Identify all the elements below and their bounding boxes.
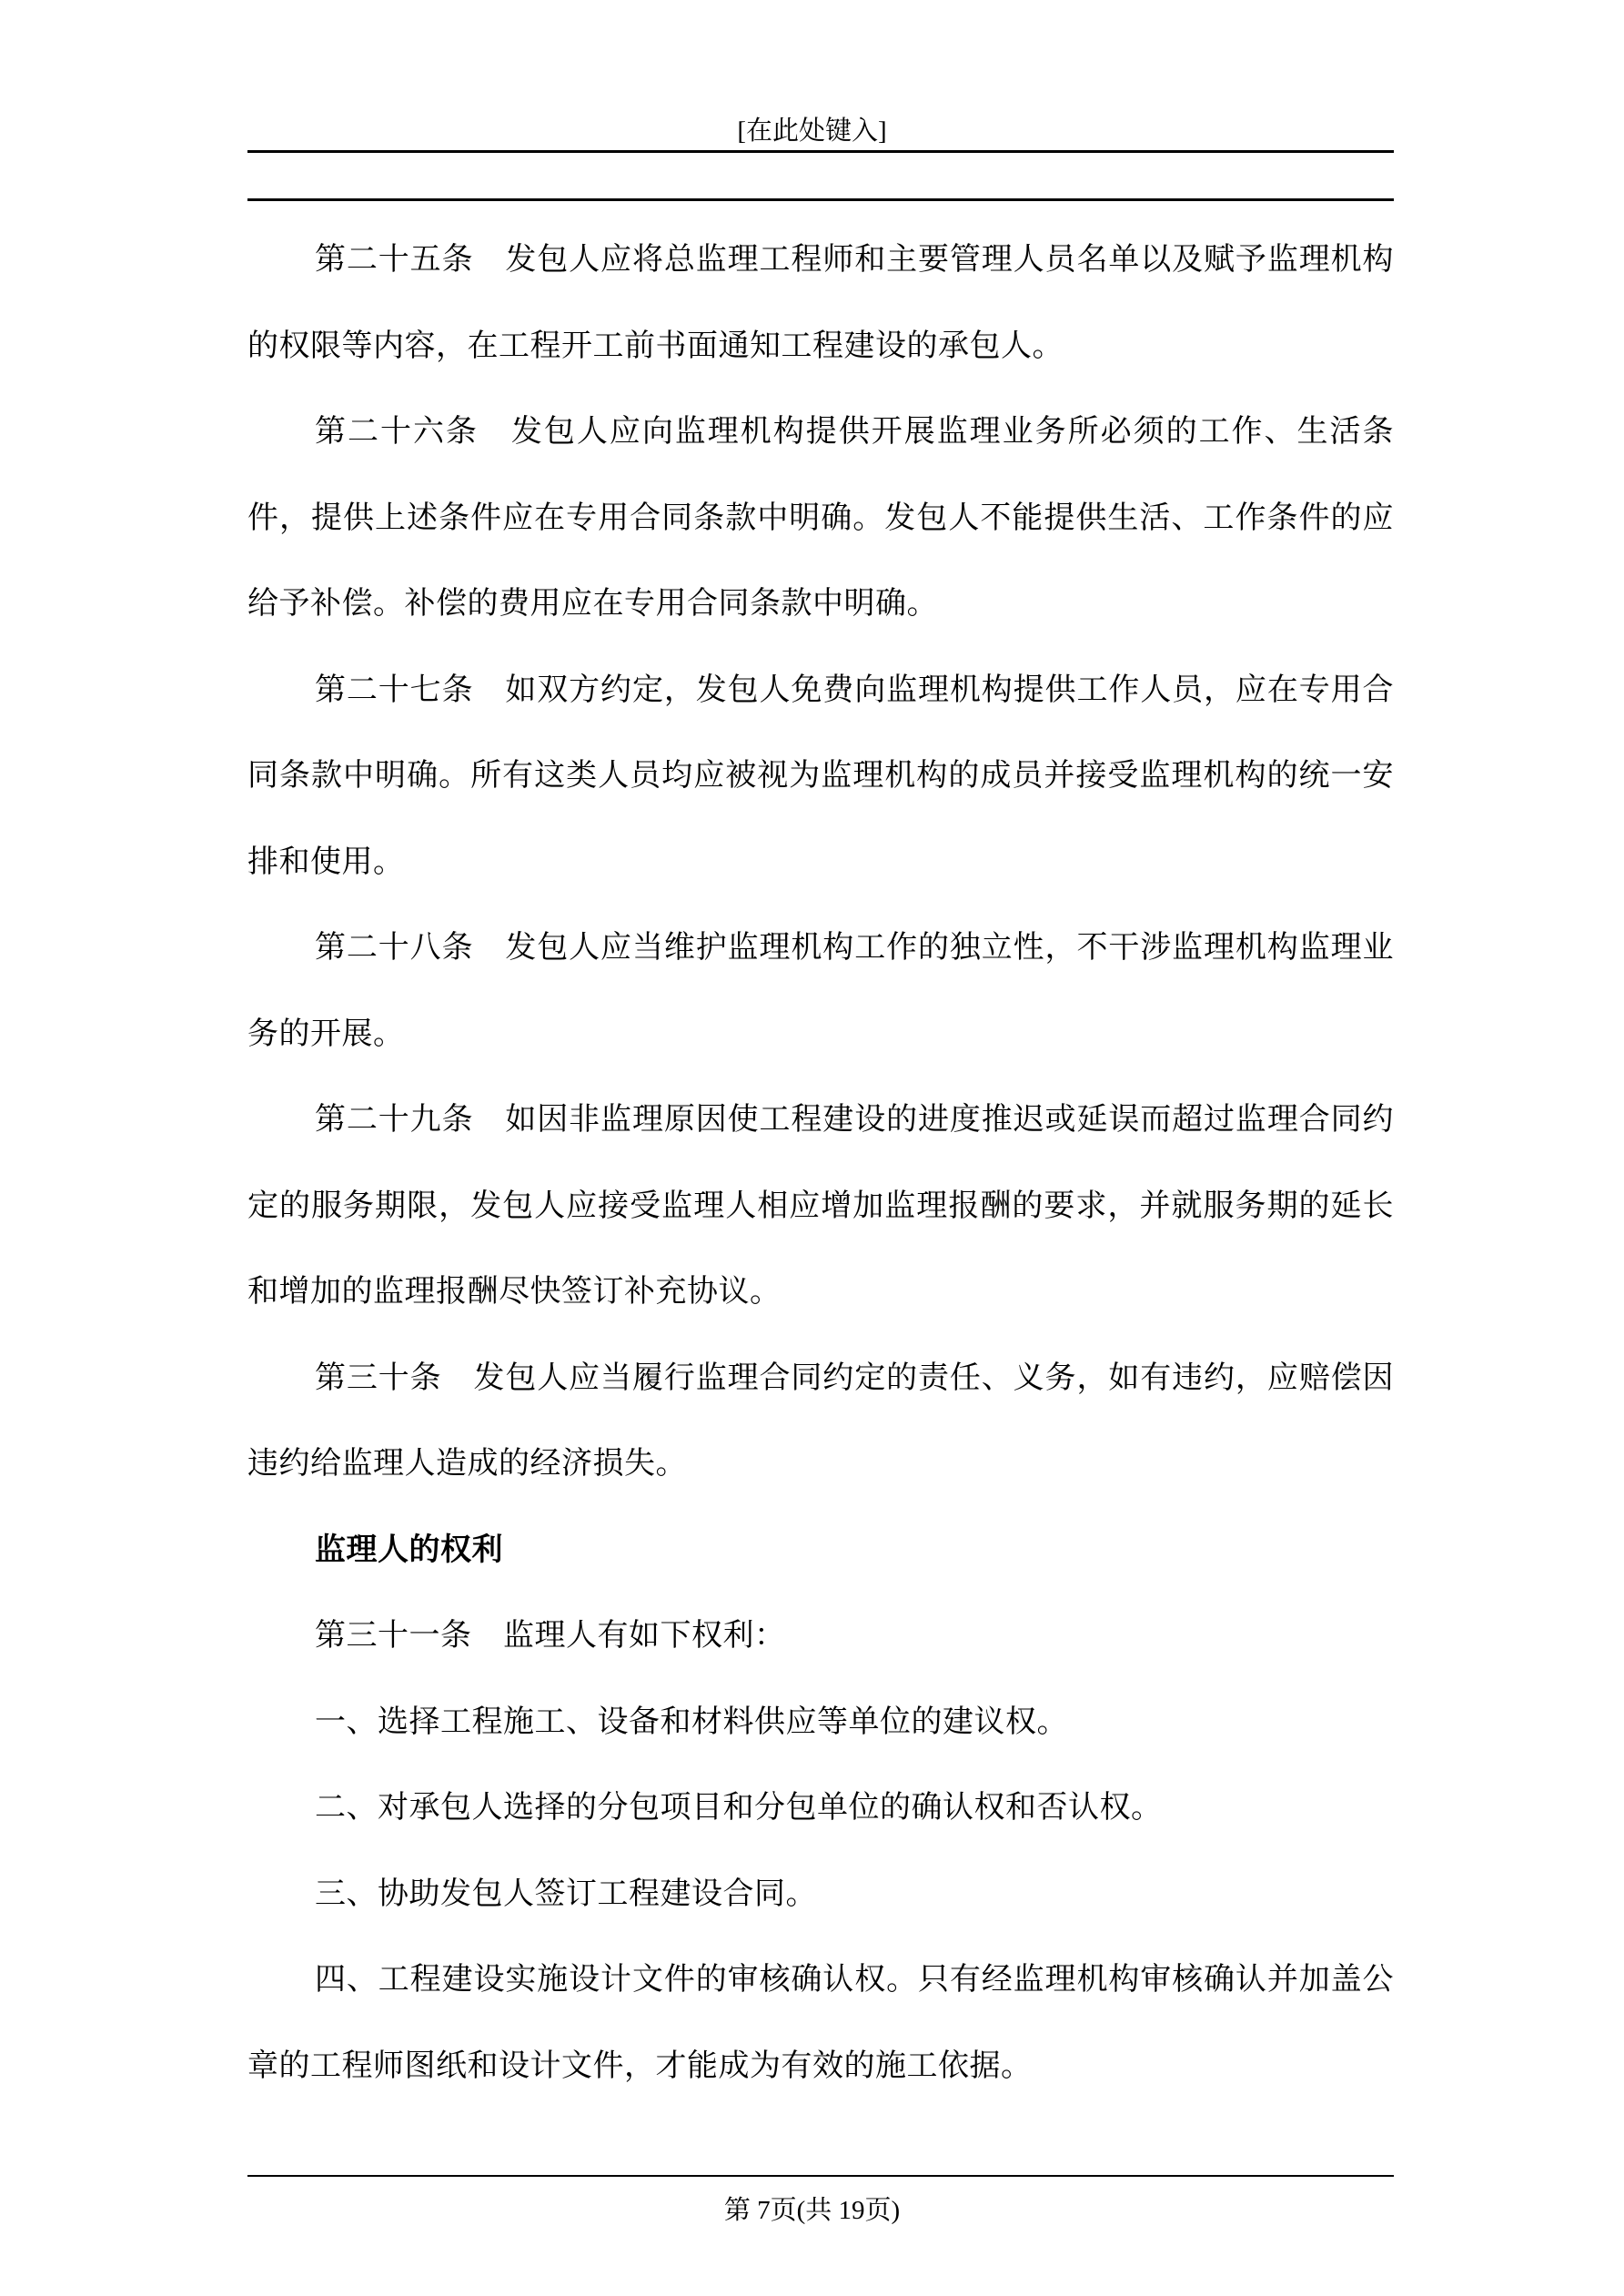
- article-27: 第二十七条 如双方约定，发包人免费向监理机构提供工作人员，应在专用合同条款中明确。所有这类人员均应被视为监理机构的成员并接受监理机构的统一安排和使用。: [247, 671, 1394, 880]
- page-number: 第 7页(共 19页): [723, 2196, 901, 2225]
- article-29: 第二十九条 如因非监理原因使工程建设的进度推迟或延误而超过监理合同约定的服务期限，发包人应接受监理人相应增加监理报酬的要求，并就服务期的延长和增加的监理报酬尽快签订补充协议。: [247, 1101, 1394, 1310]
- article-28: 第二十八条 发包人应当维护监理机构工作的独立性，不干涉监理机构监理业务的开展。: [247, 929, 1394, 1052]
- page-header: [在此处键入]: [737, 116, 887, 146]
- article-30: 第三十条 发包人应当履行监理合同约定的责任、义务，如有违约，应赔偿因违约给监理人造成的经济损失。: [247, 1359, 1394, 1482]
- article-31-item-1: 一、选择工程施工、设备和材料供应等单位的建议权。: [315, 1703, 1068, 1740]
- document-body: [247, 217, 1394, 2109]
- content-top-rule: [247, 198, 1394, 201]
- article-31: 第三十一条 监理人有如下权利：: [315, 1617, 786, 1654]
- article-26: 第二十六条 发包人应向监理机构提供开展监理业务所必须的工作、生活条件，提供上述条件应在专用合同条款中明确。发包人不能提供生活、工作条件的应给予补偿。补偿的费用应在专用合同条款中明确。: [247, 413, 1394, 622]
- section-heading: 监理人的权利: [315, 1531, 503, 1568]
- article-31-item-4: 四、工程建设实施设计文件的审核确认权。只有经监理机构审核确认并加盖公章的工程师图纸和设计文件，才能成为有效的施工依据。: [247, 1961, 1394, 2084]
- article-31-item-3: 三、协助发包人签订工程建设合同。: [315, 1875, 817, 1912]
- footer-rule: [247, 2175, 1394, 2177]
- article-25: 第二十五条 发包人应将总监理工程师和主要管理人员名单以及赋予监理机构的权限等内容，在工程开工前书面通知工程建设的承包人。: [247, 241, 1394, 364]
- header-rule: [247, 150, 1394, 153]
- article-31-item-2: 二、对承包人选择的分包项目和分包单位的确认权和否认权。: [315, 1789, 1163, 1826]
